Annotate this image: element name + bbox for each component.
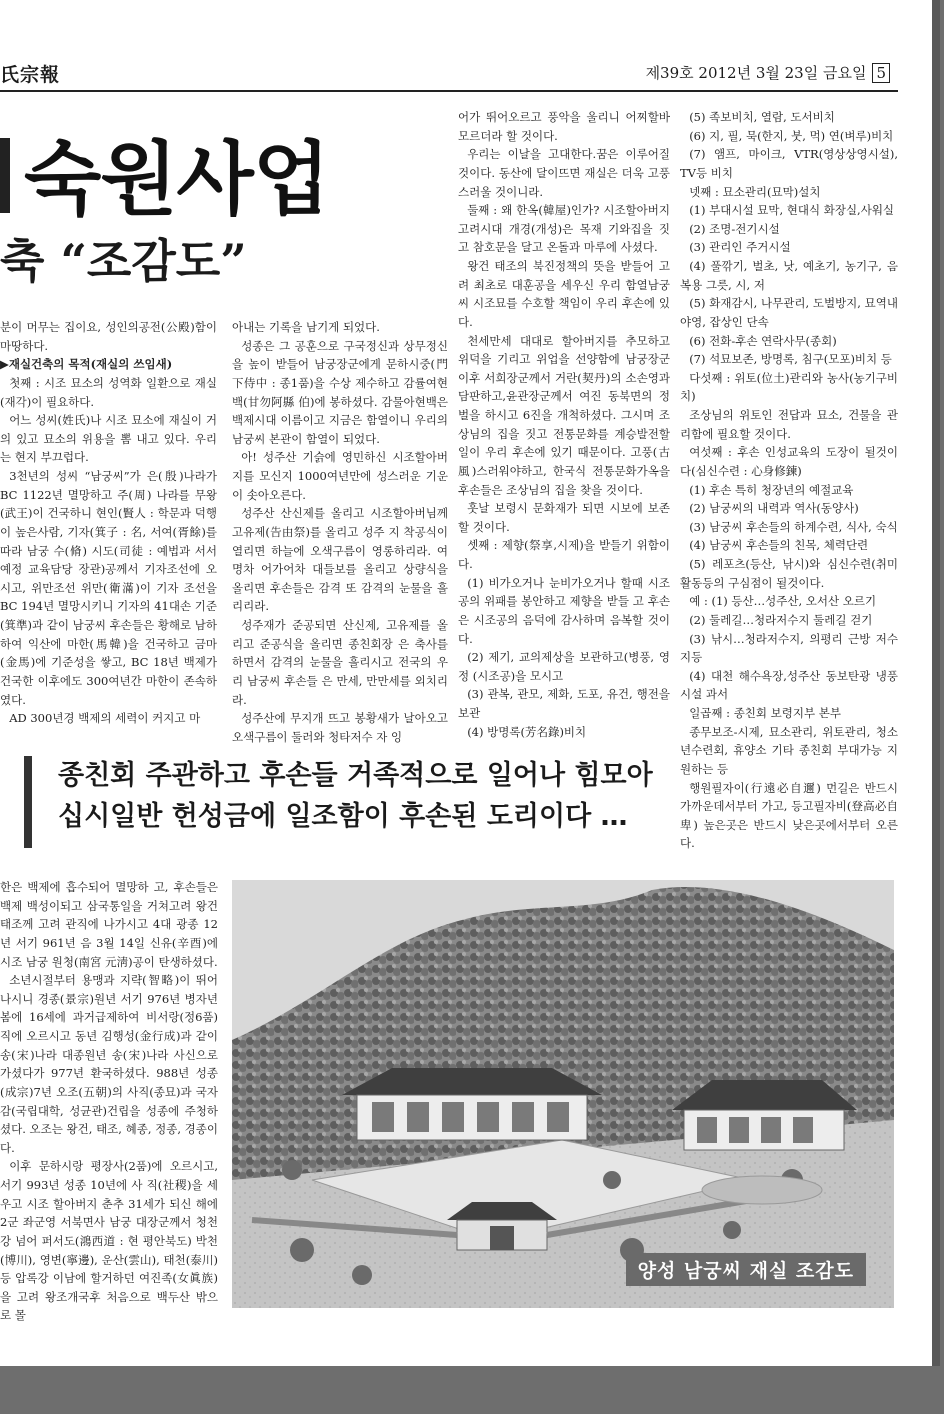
article-paragraph: (5) 레포츠(등산, 낚시)와 심신수련(취미활동등의 구심점이 될것이다. [680, 557, 898, 590]
photo-caption: 양성 남궁씨 재실 조감도 [626, 1253, 866, 1286]
headline-bar [0, 138, 10, 213]
article-paragraph: (4) 남궁씨 후손들의 친목, 체력단련 [689, 538, 869, 553]
bird-eye-view-photo [232, 880, 894, 1308]
scan-margin [0, 1366, 944, 1414]
article-paragraph: 예 : (1) 등산…성주산, 오서산 오르기 [689, 594, 877, 609]
article-column-2 [232, 318, 448, 746]
article-paragraph: 성주산에 무지개 뜨고 봉황새가 날아오고 오색구름이 둘러와 청타저수 자 잉 [232, 711, 448, 744]
header-rule [0, 90, 898, 92]
article-paragraph: 아내는 기록을 남기게 되었다. [232, 320, 380, 334]
article-paragraph: (6) 전화-후손 연락사무(종회) [689, 333, 837, 348]
issue-date: 제39호 2012년 3월 23일 금요일 [645, 64, 867, 82]
article-paragraph: (5) 족보비치, 열람, 도서비치 [689, 110, 835, 124]
article-paragraph: 성주재가 준공되면 산신제, 고유제를 올리고 준공식을 올리면 종친회장 은 축사를 하면서 감격의 눈물을 흘리시고 전국의 우리 남궁씨 후손들 은 만세, 만만세를 외치리라. [232, 618, 448, 707]
article-column-3 [458, 108, 670, 741]
headline-text: 숙원사업 [24, 133, 330, 226]
article-column-4 [680, 108, 898, 853]
article-paragraph: 셋째 : 제향(祭享,시제)을 받들기 위함이다. [458, 538, 670, 571]
article-paragraph: (4) 풀깎기, 벌초, 낫, 예초기, 농기구, 음복용 그릇, 시, 저 [680, 259, 898, 292]
article-paragraph: 넷째 : 묘소관리(묘막)설치 [689, 184, 821, 199]
article-paragraph: 여섯째 : 후손 인성교육의 도장이 될것이다(심신수련 : 心身修鍊) [680, 445, 898, 478]
article-paragraph: (3) 남궁씨 후손들의 하계수련, 식사, 숙식 [689, 519, 898, 534]
article-paragraph: 분이 머무는 집이요, 성인의공전(公殿)함이 마땅하다. [0, 320, 217, 353]
article-paragraph: (1) 비가오거나 눈비가오거나 할때 시조공의 위패를 봉안하고 제향을 받들 고 후손은 시조공의 음덕에 감사하며 음복할 것이다. [458, 575, 670, 646]
article-paragraph: (1) 후손 특히 청장년의 예절교육 [689, 482, 854, 497]
article-paragraph: 성주산 산신제를 올리고 시조할아버님께 고유제(告由祭)를 올리고 성주 지 착공식이 열리면 하늘에 오색구름이 영롱하리라. 여명차 어가어차 대들보를 올리고 상량식을 올리면 후손들은 감격 또 감격의 눈물을 흘리리라. [232, 506, 448, 614]
article-paragraph: 천세만세 대대로 할아버지를 추모하고 위덕을 기리고 위업을 선양함에 남궁장군 이후 서희장군께서 거란(契丹)의 소손영과 담판하고,윤관장군께서 여진 동북면의 정벌을 하시고 6진을 개척하셨다. 그시며 조상님의 집을 짓고 전통문화를 계승발전할 일이 우리 후손에 있기 때문이다. 고풍(古風)스러워야하고, 한국식 전통문화가옥을 후손들은 조상님의 집을 찾을 것이다. [458, 333, 670, 497]
article-paragraph: 조상님의 위토인 전답과 묘소, 건물을 관리함에 필요할 것이다. [680, 408, 898, 441]
article-paragraph: (2) 남궁씨의 내력과 역사(동양사) [689, 501, 859, 516]
article-paragraph: 3천년의 성씨 “남궁씨”가 은(殷)나라가 BC 1122년 멸망하고 주(周) 나라를 무왕(武王)이 건국하니 현인(賢人 : 학문과 덕행이 높은사람, 기자(箕子 : 名, 서여(胥餘)를 따라 남궁 수(脩) 시도(司徒 : 예법과 서서 예정 교육담당 장관)공께서 기자조선에 오시고, 위만조선 위만(衛滿)이 기자 조선을 BC 194년 멸망시키니 기자의 41대손 기준(箕準)과 같이 남궁씨 후손들은 황해로 남하하여 익산에 마한(馬韓)을 건국하고 금마(金馬)에 기준성을 쌓고, BC 18년 백제가 건국한 이후에도 300여년간 마한이 존속하였다. [0, 469, 217, 707]
article-column-5 [0, 878, 218, 1325]
article-paragraph: AD 300년경 백제의 세력이 커지고 마 [9, 711, 201, 726]
article-paragraph: (1) 부대시설 묘막, 현대식 화장실,사워실 [689, 203, 895, 218]
article-paragraph: ▶재실건축의 목적(재실의 쓰임새) [0, 357, 173, 372]
headline-title [0, 115, 329, 230]
callout-line-2: 십시일반 헌성금에 일조함이 후손된 도리이다 … [58, 800, 628, 832]
article-paragraph: 종무보조-시제, 묘소관리, 위토관리, 청소년수련회, 휴양소 기타 종친회 부대가능 지원하는 등 [680, 724, 898, 776]
article-paragraph: (7) 앰프, 마이크, VTR(영상상영시설), TV등 비치 [680, 147, 898, 180]
callout-quote [24, 756, 664, 848]
article-paragraph: (3) 관복, 관모, 제화, 도포, 유건, 행전을 보관 [458, 687, 670, 720]
article-paragraph: (7) 석묘보존, 방명록, 침구(모포)비치 등 [689, 352, 892, 367]
article-paragraph: (6) 지, 필, 묵(한지, 붓, 먹) 연(벼루)비치 [689, 128, 894, 143]
article-paragraph: 왕건 태조의 북진정책의 뜻을 받들어 고려 최초로 대훈공을 세우신 우리 함열남궁씨 시조묘를 수호할 책임이 우리 후손에 있다. [458, 259, 670, 329]
article-paragraph: 이후 문하시랑 평장사(2품)에 오르시고, 서기 993년 성종 10년에 사 직(社稷)을 세우고 시조 할아버지 춘추 31세가 되신 해에 2군 좌군영 서북면사 남궁 대장군께서 청천강 넘어 퍼서도(鴻西道 : 현 평안북도) 박천(博川), 영변(寧邊), 운산(雲山), 태천(泰川)등 압록강 이남에 할거하던 여진족(女眞族)을 고려 왕조개국후 처음으로 백두산 밖으로 몰 [0, 1159, 218, 1323]
article-paragraph: 훗날 보령시 문화재가 되면 시보에 보존할 것이다. [458, 501, 670, 534]
article-paragraph: (2) 둘레길…청라저수지 둘레길 걷기 [689, 612, 873, 627]
paper-name: 氏宗報 [0, 64, 61, 86]
article-paragraph: 아! 성주산 기슭에 영민하신 시조할아버지를 모신지 1000여년만에 성스러운 기운이 솟아오른다. [232, 450, 448, 502]
article-paragraph: 행원필자이(行遠必自邇) 먼길은 반드시 가까운데서부터 가고, 등고필자비(登高必自卑) 높은곳은 반드시 낮은곳에서부터 오른다. [680, 780, 898, 851]
jaesil-illustration [232, 880, 894, 1308]
article-paragraph: 일곱째 : 종친회 보령지부 본부 [689, 706, 841, 720]
article-paragraph: 둘째 : 왜 한옥(韓屋)인가? 시조할아버지 고려시대 개경(개성)은 목재 기와집을 짓고 참호문을 달고 온돌과 마루에 사셨다. [458, 203, 670, 255]
article-paragraph: (3) 낚시…청라저수지, 의평리 근방 저수지등 [680, 631, 898, 665]
article-paragraph: (3) 관리인 주거시설 [689, 240, 791, 255]
article-paragraph: 성종은 그 공훈으로 구국정신과 상무정신을 높이 받들어 남궁장군에게 문하시중(門下侍中 : 종1품)을 수상 제수하고 감률여현백(甘勿阿縣 伯)에 봉하셨다. 감물아현백은 백제시대 이름이고 지금은 함열이니 우리의 남궁씨 본관이 함열이 되었다. [232, 338, 448, 446]
callout-line-1: 종친회 주관하고 후손들 거족적으로 일어나 힘모아 [58, 760, 653, 791]
article-paragraph: (4) 대천 해수욕장,성주산 동보탄광 냉풍시설 과서 [680, 668, 898, 702]
article-paragraph: 한은 백제에 흡수되어 멸망하 고, 후손들은 백제 백성이되고 삼국통일을 거쳐고려 왕건 태조께 고려 관직에 나가시고 4대 광종 12년 서기 961년 음 3월 14일 신유(辛酉)에 시조 남궁 원청(南宮 元淸)공이 탄생하셨다. [0, 880, 218, 969]
article-paragraph: (4) 방명록(芳名錄)비치 [467, 724, 587, 739]
article-paragraph: 어느 성씨(姓氏)나 시조 묘소에 재실이 거의 있고 묘소의 위용을 뽐 내고 있다. 우리는 현지 부끄럽다. [0, 413, 217, 465]
article-column-1 [0, 318, 217, 728]
issue-info [646, 62, 890, 83]
article-paragraph: 첫째 : 시조 묘소의 성역화 일환으로 재실(재각)이 필요하다. [0, 375, 217, 409]
article-paragraph: (5) 화재감시, 나무관리, 도벌방지, 묘역내 야영, 잡상인 단속 [680, 296, 898, 329]
article-paragraph: 소년시절부터 용맹과 지략(智略)이 뛰어나시니 경종(景宗)원년 서기 976년 병자년 봄에 16세에 과거급제하여 비서랑(정6품)직에 오르시고 동년 김행성(金行成)과 같이 송(宋)나라 대종원년 송(宋)나라 사신으로 가셨다가 977년 환국하셨다. 988년 성종(成宗)7년 오조(五朝)의 사직(종묘)과 국자감(국립대학, 성균관)건립을 성종에 주청하셨다. 오조는 왕건, 태조, 혜종, 정종, 경종이다. [0, 973, 218, 1155]
article-paragraph: 우리는 이날을 고대한다.꿈은 이루어질 것이다. 동산에 달이뜨면 재실은 더욱 고풍스러울 것이니라. [458, 147, 670, 199]
article-paragraph: (2) 조명-전기시설 [689, 221, 780, 236]
headline-subtitle: 축 “조감도” [0, 234, 247, 288]
article-paragraph: 다섯째 : 위토(位土)관리와 농사(농기구비치) [680, 370, 898, 404]
article-paragraph: 어가 뛰어오르고 풍악을 울리니 어찌할바 모르더라 할 것이다. [458, 110, 670, 143]
article-paragraph: (2) 제기, 교의제상을 보관하고(병풍, 영정 (시조공)을 모시고 [458, 650, 670, 683]
page-number: 5 [872, 63, 890, 83]
